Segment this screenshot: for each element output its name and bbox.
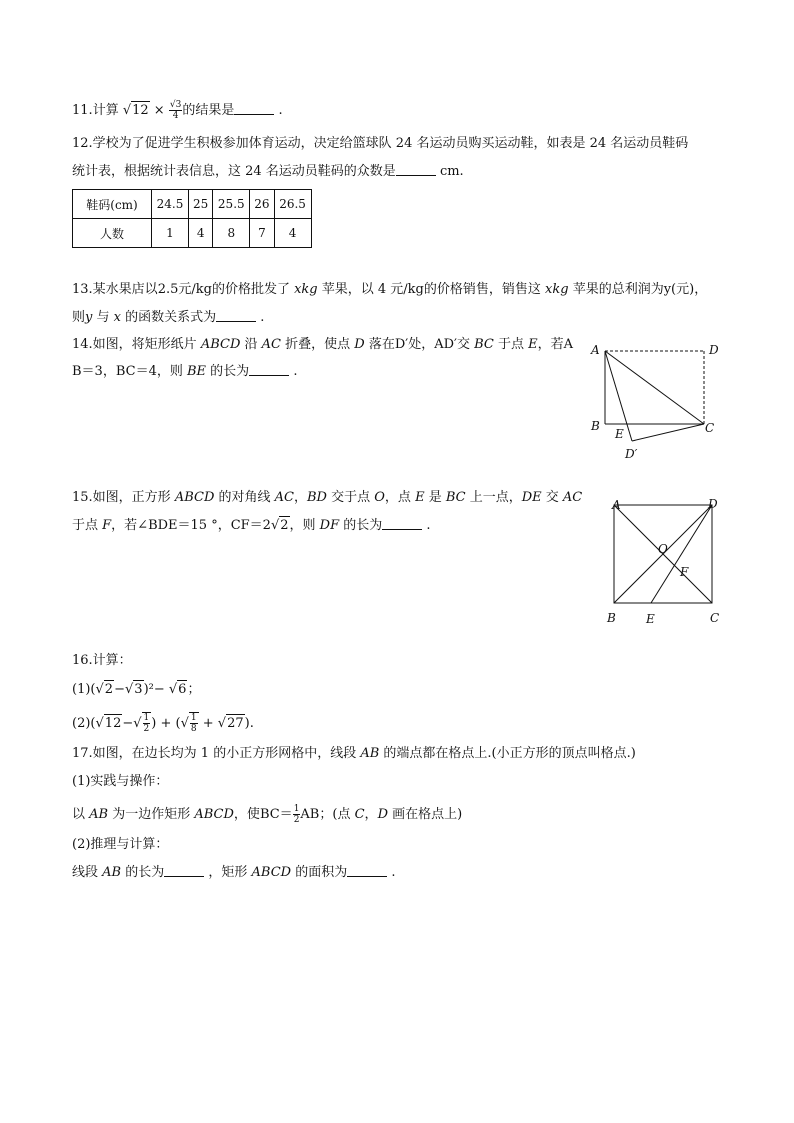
- label-D-prime: D′: [625, 447, 638, 461]
- label-B: B: [591, 419, 600, 433]
- table-cell: 25: [189, 190, 213, 219]
- question-17-part1-title: (1)实践与操作：: [72, 774, 169, 789]
- answer-blank: [347, 864, 387, 877]
- table-cell: 24.5: [152, 190, 189, 219]
- answer-blank: [382, 517, 422, 530]
- question-17-line1: 17.如图，在边长均为 1 的小正方形网格中，线段 AB 的端点都在格点上.(小正方形的顶点叫格点.): [72, 746, 636, 761]
- question-14-line2: B＝3，BC＝4，则 BE 的长为 .: [72, 364, 298, 379]
- figure-folded-rectangle: [585, 340, 725, 465]
- question-12-line2: 统计表，根据统计表信息，这 24 名运动员鞋码的众数是 cm.: [72, 164, 464, 179]
- question-17-part2-title: (2)推理与计算：: [72, 837, 169, 852]
- question-11: 11.计算 √12 × $\frac{√3}{4}$ 的结果是 .: [72, 100, 283, 121]
- table-cell: 4: [189, 219, 213, 248]
- question-15-line1: 15.如图，正方形 ABCD 的对角线 AC，BD 交于点 O，点 E 是 BC 上一点，DE 交 AC: [72, 490, 583, 505]
- question-16-title: 16.计算：: [72, 653, 132, 668]
- shoe-size-table: [72, 189, 312, 248]
- question-16-part1: (1)(√2−√3)²− √6；: [72, 682, 201, 697]
- label-D: D: [708, 497, 718, 511]
- label-E: E: [646, 612, 655, 626]
- question-17-part2: 线段 AB 的长为 ，矩形 ABCD 的面积为 .: [72, 865, 396, 880]
- table-cell: 26: [250, 190, 274, 219]
- answer-blank: [396, 163, 436, 176]
- table-header-cell: 鞋码(cm): [73, 190, 152, 219]
- label-O: O: [658, 542, 668, 556]
- label-A: A: [591, 343, 600, 357]
- label-C: C: [710, 611, 720, 625]
- label-B: B: [607, 611, 616, 625]
- figure-square-diagonals: [606, 496, 730, 626]
- answer-blank: [249, 363, 289, 376]
- table-cell: 25.5: [213, 190, 250, 219]
- table-row: [73, 219, 312, 248]
- table-cell: 8: [213, 219, 250, 248]
- question-16-part2: (2)(√12−√ $\frac{1}{2}$ ) + (√ $\frac{1}{8}$ + √27).: [72, 713, 254, 734]
- table-cell: 4: [274, 219, 311, 248]
- label-C: C: [705, 421, 715, 435]
- table-header-cell: 人数: [73, 219, 152, 248]
- question-17-part1: 以 AB 为一边作矩形 ABCD，使BC＝ $\frac{1}{2}$ AB；(点 C，D 画在格点上): [72, 804, 463, 825]
- table-cell: 7: [250, 219, 274, 248]
- question-13-line1: 13.某水果店以2.5元/kg的价格批发了 xkg 苹果，以 4 元/kg的价格销售，销售这 xkg 苹果的总利润为y(元)，: [72, 282, 708, 297]
- fraction-root3-over-4: $\frac{√3}{4}$: [169, 100, 182, 121]
- answer-blank: [216, 309, 256, 322]
- answer-blank: [164, 864, 204, 877]
- question-12-line1: 12.学校为了促进学生积极参加体育运动，决定给篮球队 24 名运动员购买运动鞋，如表是 24 名运动员鞋码: [72, 136, 689, 151]
- label-D: D: [709, 343, 719, 357]
- table-cell: 1: [152, 219, 189, 248]
- question-15-line2: 于点 F，若∠BDE＝15 °，CF＝2√2，则 DF 的长为 .: [72, 518, 431, 533]
- question-14-line1: 14.如图，将矩形纸片 ABCD 沿 AC 折叠，使点 D 落在D′处，AD′交 BC 于点 E，若A: [72, 337, 574, 352]
- question-13-line2: 则y 与 x 的函数关系式为 .: [72, 310, 265, 325]
- label-A: A: [612, 498, 621, 512]
- label-F: F: [680, 565, 689, 579]
- label-E: E: [615, 427, 624, 441]
- table-cell: 26.5: [274, 190, 311, 219]
- table-row: [73, 190, 312, 219]
- answer-blank: [234, 102, 274, 115]
